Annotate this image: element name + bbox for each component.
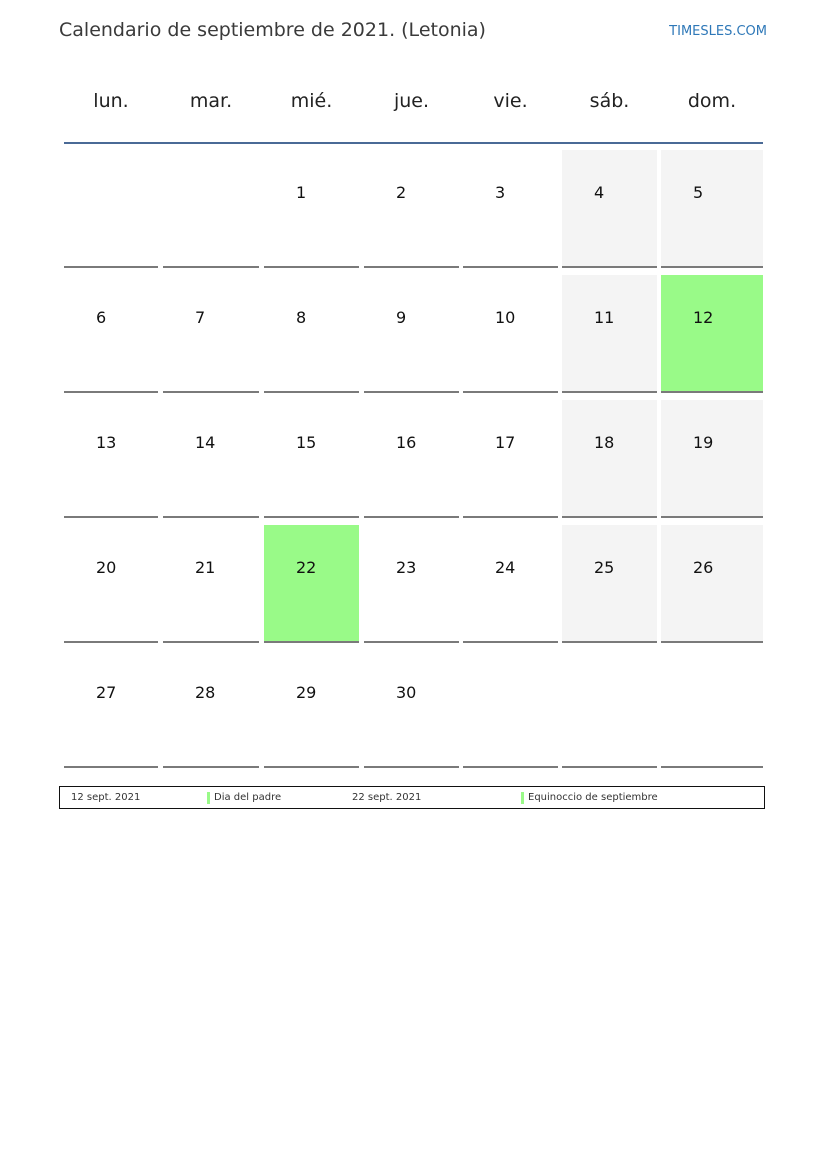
day-cell [364,525,459,643]
day-cell [364,275,459,393]
day-number: 10 [495,308,516,327]
day-number: 17 [495,433,516,452]
day-cell [661,400,763,518]
empty-day-cell [463,650,558,768]
day-number: 20 [96,558,117,577]
holiday-day-cell [264,525,359,643]
day-number: 2 [396,183,407,202]
weekday-label: jue. [393,90,430,112]
day-cell [264,400,359,518]
legend-date: 12 sept. 2021 [71,792,141,803]
day-cell [264,150,359,268]
calendar [64,66,763,774]
day-cell [364,650,459,768]
day-cell [661,525,763,643]
day-number: 14 [195,433,216,452]
legend-holiday-label: Equinoccio de septiembre [528,792,658,803]
day-number: 24 [495,558,516,577]
day-cell [163,525,259,643]
day-number: 13 [96,433,117,452]
legend-date: 22 sept. 2021 [352,792,422,803]
day-number: 6 [96,308,107,327]
legend-holiday-label: Dia del padre [214,792,282,803]
day-number: 28 [195,683,216,702]
day-number: 22 [296,558,317,577]
day-number: 29 [296,683,317,702]
day-number: 23 [396,558,417,577]
day-cell [64,525,158,643]
weekday-label: mar. [189,90,233,112]
weekday-label: vie. [493,90,528,112]
legend-holiday-name [521,792,658,803]
page-title: Calendario de septiembre de 2021. (Letonia) [59,19,486,41]
day-cell [64,650,158,768]
day-number: 12 [693,308,714,327]
day-cell [463,525,558,643]
day-cell [264,650,359,768]
holiday-color-marker [207,792,210,804]
day-number: 19 [693,433,714,452]
day-cell [562,275,657,393]
day-number: 7 [195,308,206,327]
legend-holiday-name [207,792,281,803]
weekday-label: mié. [290,90,333,112]
day-cell [264,275,359,393]
day-number: 25 [594,558,615,577]
day-cell [463,400,558,518]
day-number: 15 [296,433,317,452]
day-cell [64,400,158,518]
day-number: 11 [594,308,615,327]
day-number: 26 [693,558,714,577]
empty-day-cell [163,150,259,268]
day-cell [463,275,558,393]
day-number: 9 [396,308,407,327]
day-number: 4 [594,183,605,202]
day-number: 1 [296,183,307,202]
day-cell [463,150,558,268]
day-cell [163,275,259,393]
day-number: 18 [594,433,615,452]
day-number: 21 [195,558,216,577]
day-cell [562,150,657,268]
weekday-label: lun. [93,90,129,112]
brand-link[interactable]: TIMESLES.COM [669,24,767,39]
weekday-header [64,66,763,144]
day-cell [661,150,763,268]
holiday-legend [59,786,765,809]
day-number: 3 [495,183,506,202]
empty-day-cell [661,650,763,768]
day-number: 30 [396,683,417,702]
day-cell [364,150,459,268]
day-number: 5 [693,183,704,202]
weekday-label: dom. [687,90,737,112]
day-number: 8 [296,308,307,327]
holiday-color-marker [521,792,524,804]
day-cell [364,400,459,518]
empty-day-cell [562,650,657,768]
empty-day-cell [64,150,158,268]
day-number: 16 [396,433,417,452]
day-cell [163,650,259,768]
day-cell [163,400,259,518]
calendar-grid [64,144,763,774]
day-cell [562,525,657,643]
holiday-day-cell [661,275,763,393]
weekday-label: sáb. [589,90,630,112]
day-cell [562,400,657,518]
day-number: 27 [96,683,117,702]
day-cell [64,275,158,393]
